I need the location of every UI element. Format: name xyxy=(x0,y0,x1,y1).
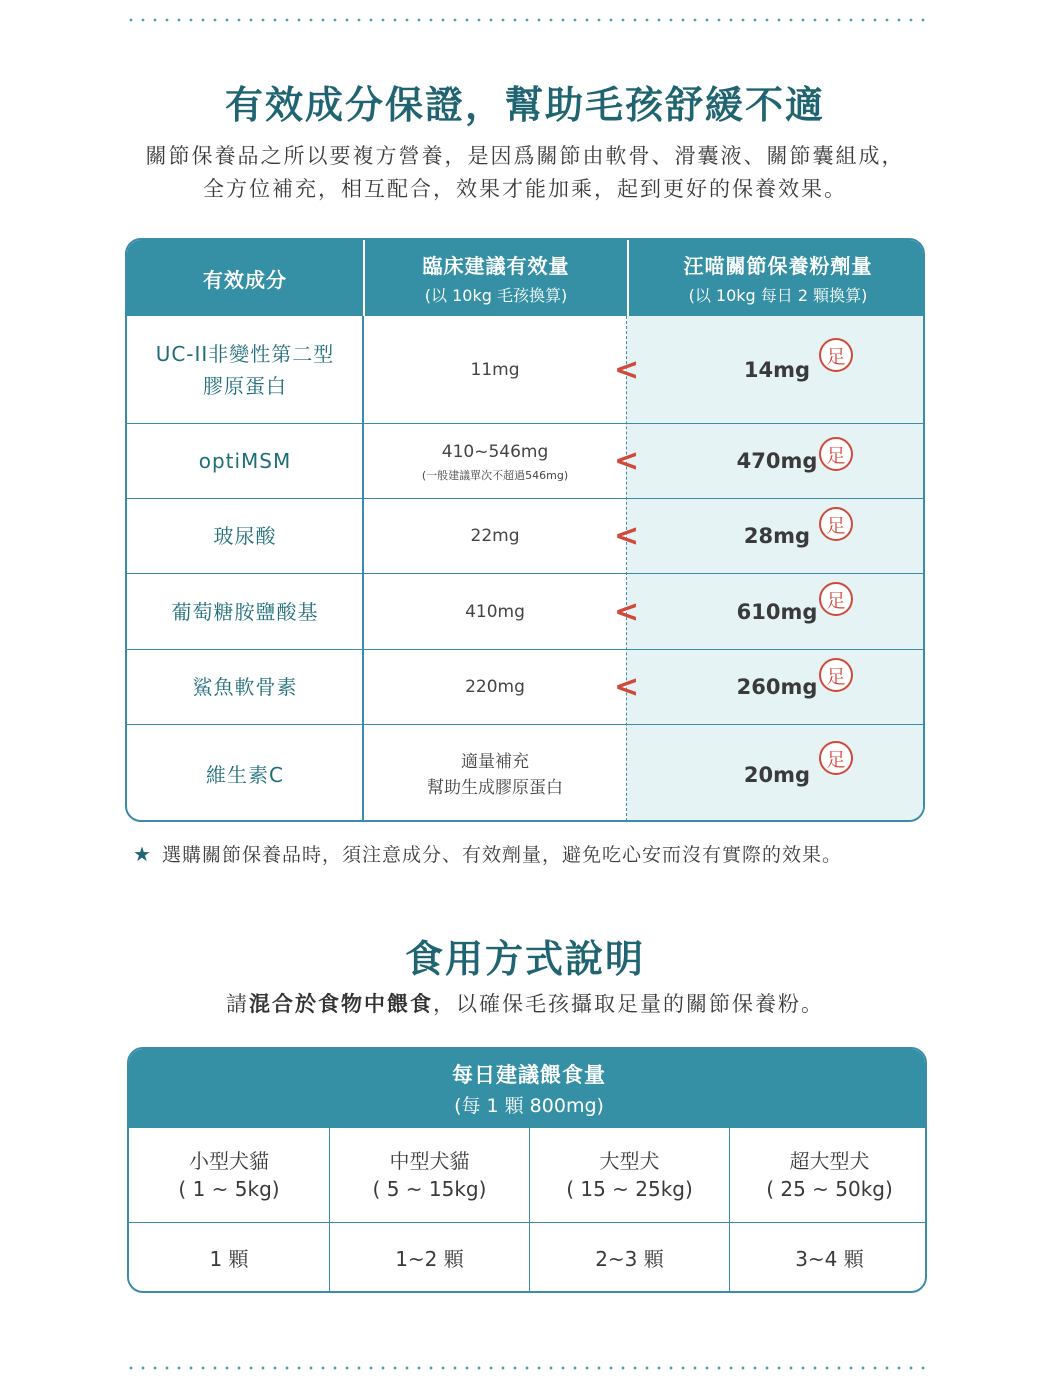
product-dose: 14mg xyxy=(743,357,811,382)
less-than-icon: < xyxy=(614,443,640,479)
pet-size-cell: 超大型犬 ( 25 ~ 50kg) xyxy=(729,1128,927,1222)
table-row xyxy=(127,573,925,649)
table-row xyxy=(127,649,925,724)
dotted-divider-bottom xyxy=(125,1366,925,1370)
dose-cell: 1~2 顆 xyxy=(329,1223,529,1293)
feeding-amount-table xyxy=(127,1047,927,1293)
sufficient-stamp-icon: 足 xyxy=(819,582,853,616)
pet-size-cell: 大型犬 ( 15 ~ 25kg) xyxy=(529,1128,729,1222)
ingredient-name: UC-II非變性第二型 膠原蛋白 xyxy=(155,341,335,398)
clinical-dose: 11mg xyxy=(470,359,520,380)
pet-size-row xyxy=(129,1127,927,1222)
product-dose: 260mg xyxy=(736,675,818,699)
pet-size-cell: 小型犬貓 ( 1 ~ 5kg) xyxy=(178,1149,280,1201)
section-title-ingredients: 有效成分保證，幫助毛孩舒緩不適 xyxy=(224,83,825,127)
sufficient-stamp-icon: 足 xyxy=(819,741,853,775)
ingredient-name: 維生素C xyxy=(206,762,284,787)
purchase-note: ★ 選購關節保養品時，須注意成分、有效劑量，避免吃心安而沒有實際的效果。 xyxy=(133,842,842,866)
section-title-usage: 食用方式說明 xyxy=(404,937,645,981)
ingredient-name: 葡萄糖胺鹽酸基 xyxy=(171,599,319,624)
section-intro-ingredients: 關節保養品之所以要複方營養，是因爲關節由軟骨、滑囊液、關節囊組成， 全方位補充，相互配合，效果才能加乘，起到更好的保養效果。 xyxy=(145,144,905,201)
section-intro-usage: 請混合於食物中餵食，以確保毛孩攝取足量的關節保養粉。 xyxy=(226,992,824,1016)
ingredient-name: 玻尿酸 xyxy=(213,524,277,548)
table-header xyxy=(127,240,925,316)
dotted-divider-top xyxy=(125,18,925,22)
table-row xyxy=(127,498,925,573)
clinical-dose: 410~546mg (一般建議單次不超過546mg) xyxy=(421,442,569,482)
sufficient-stamp-icon: 足 xyxy=(819,658,853,692)
sufficient-stamp-icon: 足 xyxy=(819,437,853,471)
clinical-dose: 410mg xyxy=(465,601,525,622)
product-dose: 470mg xyxy=(736,449,818,473)
table-row xyxy=(127,724,925,822)
less-than-icon: < xyxy=(614,352,640,387)
header-clinical-dose: 臨床建議有效量 (以 10kg 毛孩換算) xyxy=(363,240,627,316)
dose-cell: 1 顆 xyxy=(209,1247,249,1271)
table-row xyxy=(127,316,925,423)
sufficient-stamp-icon: 足 xyxy=(819,338,853,372)
table-header: 每日建議餵食量 (每 1 顆 800mg) xyxy=(129,1049,927,1127)
ingredient-comparison-table xyxy=(125,238,925,822)
dose-cell: 2~3 顆 xyxy=(529,1223,729,1293)
less-than-icon: < xyxy=(614,518,640,554)
less-than-icon: < xyxy=(614,594,640,629)
table-row xyxy=(127,423,925,498)
star-icon: ★ xyxy=(133,842,152,866)
dose-cell: 3~4 顆 xyxy=(729,1223,927,1293)
ingredient-name: optiMSM xyxy=(198,449,292,473)
dose-row xyxy=(129,1222,927,1293)
clinical-dose: 適量補充 幫助生成膠原蛋白 xyxy=(427,751,563,798)
clinical-dose: 220mg xyxy=(465,677,525,697)
product-dose: 20mg xyxy=(743,762,811,787)
header-ingredient: 有效成分 xyxy=(203,267,287,292)
header-product-dose: 汪喵關節保養粉劑量 (以 10kg 每日 2 顆換算) xyxy=(627,240,925,316)
product-dose: 610mg xyxy=(736,599,818,624)
less-than-icon: < xyxy=(614,669,640,705)
clinical-dose: 22mg xyxy=(470,526,520,546)
ingredient-name: 鯊魚軟骨素 xyxy=(192,675,298,699)
pet-size-cell: 中型犬貓 ( 5 ~ 15kg) xyxy=(329,1128,529,1222)
sufficient-stamp-icon: 足 xyxy=(819,507,853,541)
product-dose: 28mg xyxy=(743,524,811,548)
